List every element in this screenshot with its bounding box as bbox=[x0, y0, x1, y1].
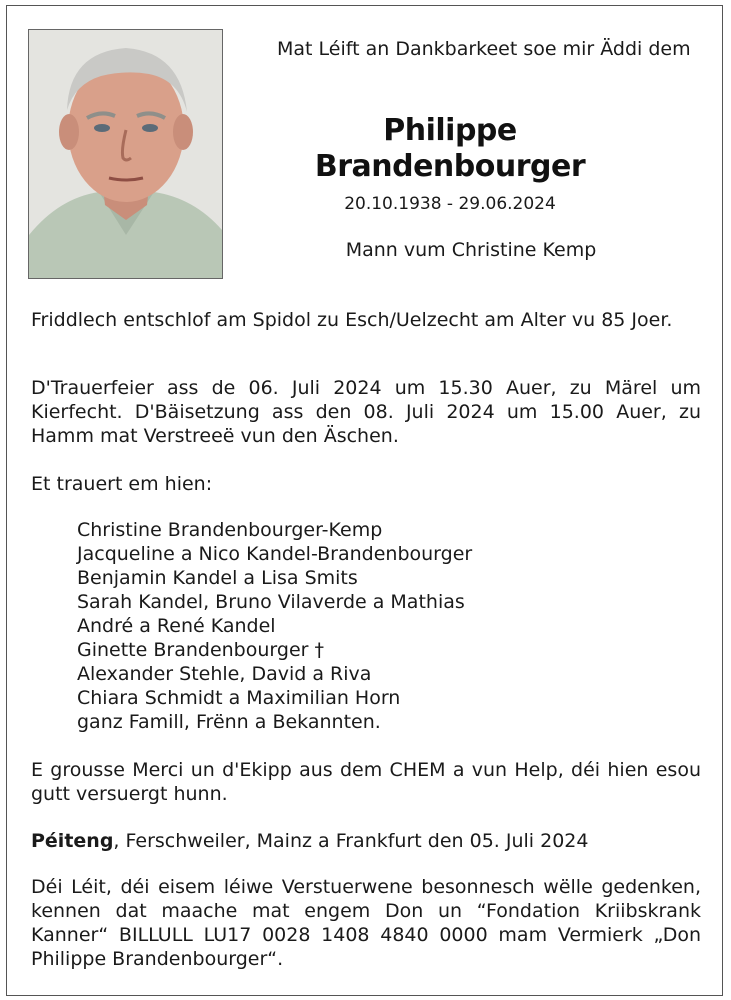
funeral-paragraph: D'Trauerfeier ass de 06. Juli 2024 um 15.30 Auer, zu Märel um Kierfecht. D'Bäisetzung ass den 08. Juli 2024 um 15.00 Auer, zu Hamm mat Verstreeë vun den Äschen. bbox=[31, 377, 701, 447]
death-paragraph: Friddlech entschlof am Spidol zu Esch/Uelzecht am Alter vu 85 Joer. bbox=[31, 309, 673, 331]
mourner-item: Chiara Schmidt a Maximilian Horn bbox=[77, 687, 401, 709]
mourners-heading: Et trauert em hien: bbox=[31, 473, 213, 495]
mourner-item: Sarah Kandel, Bruno Vilaverde a Mathias bbox=[77, 591, 465, 613]
mourner-item: Ginette Brandenbourger † bbox=[77, 639, 324, 661]
place-date-line bbox=[31, 829, 701, 853]
mourner-item: Christine Brandenbourger-Kemp bbox=[77, 519, 383, 541]
deceased-name bbox=[300, 113, 600, 185]
donation-paragraph: Déi Léit, déi eisem léiwe Verstuerwene besonnesch wëlle gedenken, kennen dat maache mat engem Don un “Fondation Kriibskrank Kanner“ BILLULL LU17 0028 1408 4840 0000 mam Vermierk „Don Philippe Brandenbourger“. bbox=[31, 876, 701, 970]
mourner-item: André a René Kandel bbox=[77, 615, 276, 637]
mourner-item: Alexander Stehle, David a Riva bbox=[77, 663, 372, 685]
last-name: Brandenbourger bbox=[314, 149, 586, 184]
mourner-item: Jacqueline a Nico Kandel-Brandenbourger bbox=[77, 543, 473, 565]
mourner-item: ganz Famill, Frënn a Bekannten. bbox=[77, 711, 381, 733]
life-dates: 20.10.1938 - 29.06.2024 bbox=[344, 194, 556, 214]
thanks-paragraph: E grousse Merci un d'Ekipp aus dem CHEM a vun Help, déi hien esou gutt versuergt hunn. bbox=[31, 759, 701, 805]
mourner-item: Benjamin Kandel a Lisa Smits bbox=[77, 567, 358, 589]
place-rest: , Ferschweiler, Mainz a Frankfurt den 05. Juli 2024 bbox=[113, 830, 589, 852]
intro-text: Mat Léift an Dankbarkeet soe mir Äddi dem bbox=[277, 38, 691, 60]
first-name: Philippe bbox=[383, 113, 517, 148]
mourners-list bbox=[77, 518, 472, 734]
portrait-photo bbox=[28, 29, 223, 279]
spouse-line: Mann vum Christine Kemp bbox=[345, 239, 597, 261]
place-bold: Péiteng bbox=[31, 830, 114, 852]
